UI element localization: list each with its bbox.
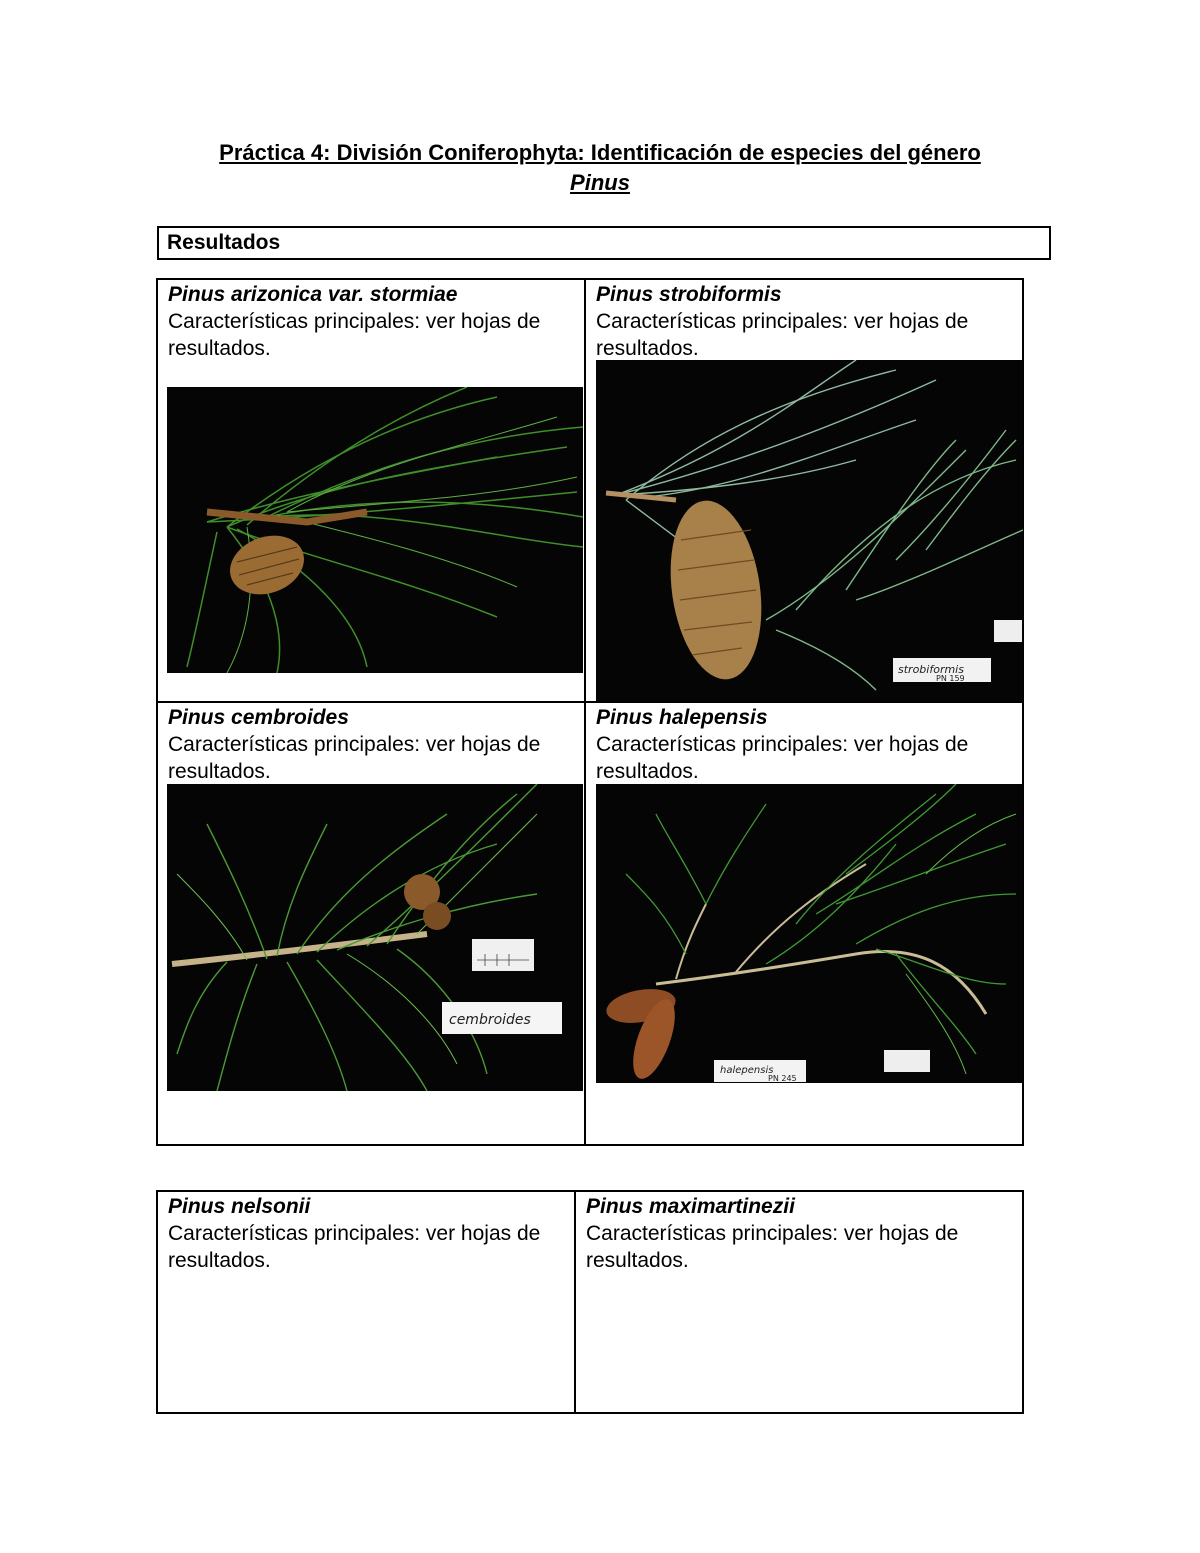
species-cell-nelsonii [157, 1191, 575, 1413]
specimen-label-text: halepensis [720, 1065, 774, 1076]
species-description: Características principales: ver hojas de resultados. [168, 310, 541, 360]
specimen-photo-cembroides [167, 784, 583, 1091]
species-cell-maximartinezii [575, 1191, 1023, 1413]
specimen-number-text: PN 159 [936, 674, 965, 683]
specimen-photo-strobiformis [596, 360, 1023, 701]
species-cell-cembroides [157, 702, 585, 1145]
specimen-label-text: cembroides [449, 1012, 531, 1028]
title-line-2: Pinus [570, 170, 630, 195]
species-name: Pinus strobiformis [596, 283, 782, 306]
species-name: Pinus maximartinezii [586, 1195, 795, 1218]
species-name: Pinus nelsonii [168, 1195, 311, 1218]
species-photo-table [156, 278, 1024, 1146]
species-description: Características principales: ver hojas de resultados. [596, 733, 969, 783]
title-line-1: Práctica 4: División Coniferophyta: Identificación de especies del género [219, 140, 981, 165]
species-cell-arizonica [157, 279, 585, 702]
species-name: Pinus arizonica var. stormiae [168, 283, 458, 306]
species-cell-halepensis [585, 702, 1023, 1145]
species-description: Características principales: ver hojas de resultados. [596, 310, 969, 360]
species-description: Características principales: ver hojas de resultados. [168, 733, 541, 783]
specimen-photo-halepensis [596, 784, 1023, 1083]
specimen-label-text: strobiformis [898, 663, 964, 676]
species-name: Pinus halepensis [596, 706, 768, 729]
page-title [0, 138, 1200, 198]
specimen-photo-arizonica [167, 387, 583, 673]
specimen-number-text: PN 245 [768, 1074, 797, 1083]
results-heading: Resultados [157, 226, 1051, 260]
species-name: Pinus cembroides [168, 706, 349, 729]
species-description: Características principales: ver hojas de resultados. [168, 1222, 541, 1272]
species-text-table [156, 1190, 1024, 1414]
species-cell-strobiformis [585, 279, 1023, 702]
species-description: Características principales: ver hojas de resultados. [586, 1222, 959, 1272]
